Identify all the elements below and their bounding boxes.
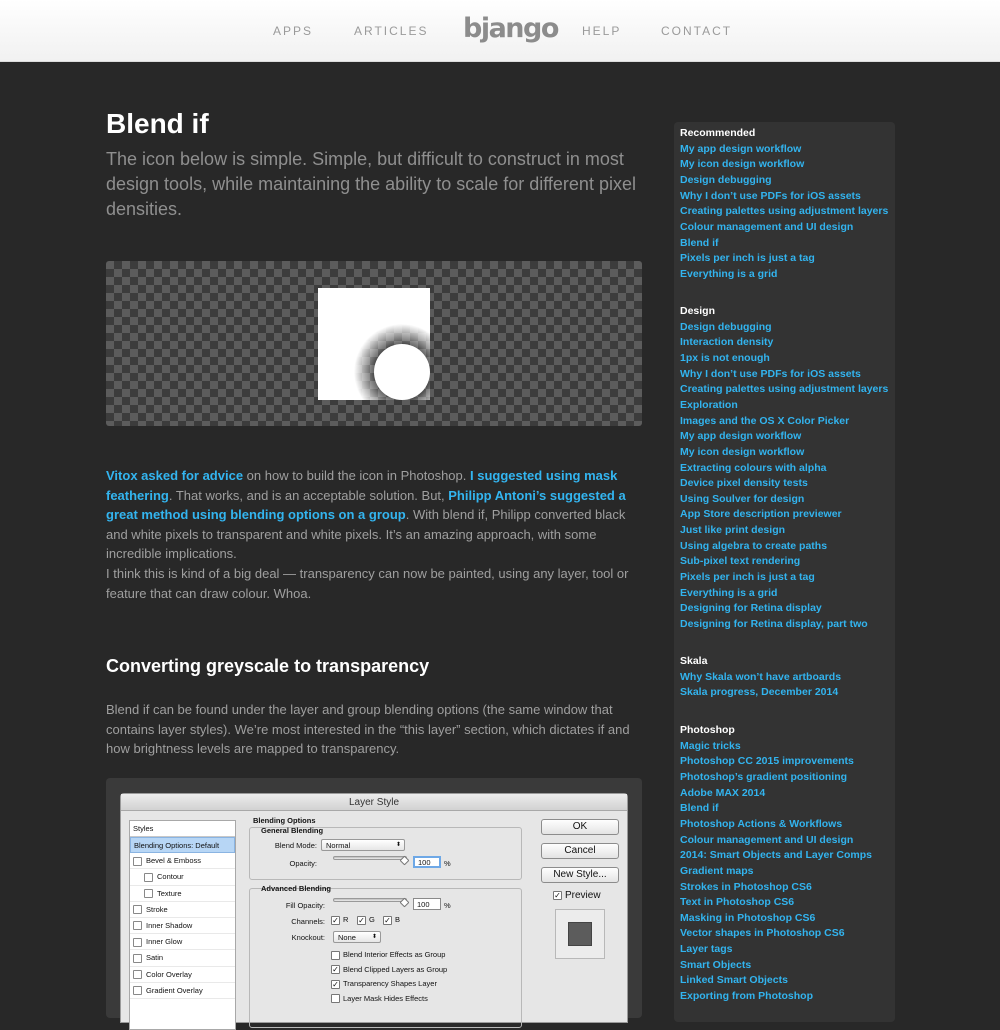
- sidebar-link[interactable]: Designing for Retina display: [680, 602, 822, 615]
- dialog-title: Layer Style: [121, 794, 627, 811]
- sidebar-link[interactable]: My icon design workflow: [680, 445, 805, 458]
- advanced-option-label: Transparency Shapes Layer: [343, 979, 437, 988]
- sidebar-link[interactable]: Everything is a grid: [680, 267, 778, 280]
- opacity-label: Opacity:: [289, 859, 317, 868]
- style-row[interactable]: [130, 934, 235, 950]
- sidebar-link[interactable]: Interaction density: [680, 336, 774, 349]
- section-heading: Converting greyscale to transparency: [106, 656, 430, 676]
- advanced-option-label: Layer Mask Hides Effects: [343, 993, 428, 1003]
- style-checkbox[interactable]: [133, 954, 142, 963]
- style-row[interactable]: [130, 853, 235, 869]
- style-row[interactable]: [130, 967, 235, 983]
- sidebar-link[interactable]: Photoshop Actions & Workflows: [680, 817, 843, 830]
- check-icon: [331, 994, 340, 1003]
- general-blending-title: General Blending: [261, 826, 324, 835]
- style-label: Satin: [146, 953, 164, 963]
- sidebar-link[interactable]: Photoshop’s gradient positioning: [680, 770, 848, 783]
- sidebar-link[interactable]: My app design workflow: [680, 430, 802, 443]
- opacity-percent: %: [444, 859, 451, 868]
- sidebar-link[interactable]: Designing for Retina display, part two: [680, 618, 868, 630]
- style-row[interactable]: [130, 886, 235, 902]
- preview-label: Preview: [565, 890, 601, 901]
- advanced-blending-title: Advanced Blending: [261, 884, 332, 893]
- sidebar-section-title: Design: [680, 305, 716, 317]
- advanced-option-checkbox[interactable]: [331, 993, 428, 1004]
- check-icon: ✓: [332, 979, 339, 989]
- logo-text: bjango: [463, 13, 558, 44]
- sidebar-link[interactable]: Colour management and UI design: [680, 833, 854, 846]
- advanced-option-label: Blend Interior Effects as Group: [343, 950, 446, 959]
- sidebar-link[interactable]: Why Skala won’t have artboards: [680, 670, 842, 683]
- style-label: Inner Glow: [146, 937, 183, 947]
- sidebar-link[interactable]: Linked Smart Objects: [680, 974, 788, 987]
- bjango-logo[interactable]: [462, 12, 558, 48]
- cancel-button[interactable]: Cancel: [541, 843, 619, 859]
- style-checkbox[interactable]: [133, 970, 142, 979]
- nav-articles[interactable]: ARTICLES: [354, 24, 429, 38]
- style-checkbox[interactable]: [133, 857, 142, 866]
- blend-mode-value: Normal: [326, 841, 351, 850]
- advanced-option-label: Blend Clipped Layers as Group: [343, 964, 448, 974]
- sidebar-link[interactable]: Just like print design: [680, 524, 786, 537]
- style-checkbox[interactable]: [133, 921, 142, 930]
- sidebar-link[interactable]: Skala progress, December 2014: [680, 686, 839, 699]
- style-row[interactable]: [130, 950, 235, 966]
- sidebar-link[interactable]: Blend if: [680, 802, 719, 815]
- sidebar-link[interactable]: Exploration: [680, 398, 738, 411]
- sidebar-link[interactable]: Creating palettes using adjustment layers: [680, 205, 889, 218]
- layer-style-screenshot: [106, 778, 642, 1018]
- icon-example-image: [106, 261, 642, 426]
- sidebar-link[interactable]: Creating palettes using adjustment layers: [680, 383, 889, 396]
- article-title: Blend if: [106, 108, 209, 139]
- link-vitox-advice[interactable]: Vitox asked for advice: [106, 468, 244, 483]
- advanced-option-checkbox[interactable]: [331, 949, 445, 960]
- article-paragraph-1: [106, 466, 646, 564]
- style-label: Texture: [157, 888, 182, 898]
- sidebar-link[interactable]: Colour management and UI design: [680, 220, 854, 233]
- check-icon: ✓: [358, 915, 365, 925]
- opacity-input[interactable]: 100: [413, 856, 441, 868]
- sidebar-link[interactable]: 2014: Smart Objects and Layer Comps: [680, 849, 872, 862]
- sidebar-link[interactable]: Why I don’t use PDFs for iOS assets: [680, 189, 861, 202]
- sidebar-link[interactable]: Device pixel density tests: [680, 477, 808, 490]
- sidebar-link[interactable]: Design debugging: [680, 320, 772, 333]
- sidebar-link[interactable]: Blend if: [680, 236, 719, 249]
- channel-label: R: [343, 915, 349, 924]
- sidebar-link[interactable]: 1px is not enough: [680, 351, 770, 364]
- sidebar-link[interactable]: Using algebra to create paths: [680, 539, 828, 552]
- sidebar-link[interactable]: Gradient maps: [680, 864, 754, 877]
- sidebar-link[interactable]: Images and the OS X Color Picker: [680, 414, 850, 427]
- knockout-select[interactable]: [333, 931, 381, 943]
- preview-check-icon: ✓: [554, 890, 561, 900]
- sidebar-link[interactable]: Pixels per inch is just a tag: [680, 252, 815, 265]
- style-row[interactable]: [130, 869, 235, 885]
- style-label: Gradient Overlay: [146, 985, 203, 995]
- blending-options-title: Blending Options: [253, 816, 316, 825]
- style-label: Inner Shadow: [146, 920, 193, 930]
- style-checkbox[interactable]: [133, 986, 142, 995]
- site-header: [0, 0, 1000, 62]
- fill-opacity-label: Fill Opacity:: [285, 901, 325, 910]
- nav-apps[interactable]: APPS: [273, 24, 314, 38]
- channel-checkbox-g[interactable]: [357, 914, 375, 925]
- article-intro: The icon below is simple. Simple, but difficult to construct in most design tools, while maintaining the ability to scale for different pixel densities.: [106, 149, 636, 219]
- check-icon: ✓: [384, 915, 391, 925]
- style-row[interactable]: [130, 902, 235, 918]
- check-icon: ✓: [332, 965, 339, 975]
- sidebar-link[interactable]: Adobe MAX 2014: [680, 786, 766, 799]
- style-label: Contour: [157, 872, 184, 882]
- channel-label: B: [395, 915, 401, 924]
- style-label: Color Overlay: [146, 969, 192, 979]
- channel-label: G: [369, 915, 375, 924]
- article-paragraph-3: Blend if can be found under the layer and group blending options (the same window that contains layer styles). We’re most interested in the “this layer” section, which dictates if and how brightness levels are mapped to transparency.: [106, 702, 630, 756]
- new-style-button[interactable]: New Style...: [541, 867, 619, 883]
- nav-contact[interactable]: CONTACT: [661, 24, 733, 38]
- sidebar-link[interactable]: App Store description previewer: [680, 508, 842, 521]
- sidebar-link[interactable]: My icon design workflow: [680, 158, 805, 171]
- link-mask-feathering[interactable]: I suggested using mask feathering: [106, 468, 618, 503]
- check-icon: ✓: [332, 915, 339, 925]
- square-circle-icon: [318, 288, 430, 400]
- fill-opacity-slider[interactable]: [333, 898, 407, 902]
- article-paragraph-2: I think this is kind of a big deal — transparency can now be painted, using any layer, tool or feature that can draw colour. Whoa.: [106, 566, 629, 601]
- sidebar-link[interactable]: Design debugging: [680, 173, 772, 186]
- channel-checkbox-r[interactable]: [331, 914, 348, 925]
- sidebar-link[interactable]: Using Soulver for design: [680, 492, 805, 505]
- advanced-option-checkbox[interactable]: [331, 964, 447, 975]
- style-label: Stroke: [146, 904, 168, 914]
- sidebar-link[interactable]: Text in Photoshop CS6: [680, 896, 795, 909]
- blend-mode-label: Blend Mode:: [274, 841, 317, 850]
- chevron-updown-icon: ⬍: [371, 934, 377, 940]
- fill-opacity-percent: %: [444, 901, 451, 910]
- style-label: Bevel & Emboss: [146, 856, 202, 866]
- channels-label: Channels:: [291, 917, 325, 926]
- ok-button[interactable]: OK: [541, 819, 619, 835]
- style-label: Blending Options: Default: [134, 841, 220, 850]
- style-checkbox[interactable]: [133, 905, 142, 914]
- para1-text-1: on how to build the icon in Photoshop.: [243, 468, 470, 483]
- sidebar-link[interactable]: Masking in Photoshop CS6: [680, 911, 816, 924]
- style-checkbox[interactable]: [133, 938, 142, 947]
- knockout-label: Knockout:: [291, 933, 325, 942]
- check-icon: [331, 951, 340, 960]
- link-philipp-antoni[interactable]: Philipp Antoni’s suggested a great method using blending options on a group: [106, 487, 626, 522]
- para1-text-3: . With blend if, Philipp converted black and white pixels to transparent and white pixels. It’s an amazing approach, with some incredible implications.: [106, 507, 626, 561]
- chevron-updown-icon: ⬍: [395, 842, 401, 848]
- sidebar-link[interactable]: Smart Objects: [680, 958, 752, 971]
- opacity-slider[interactable]: [333, 856, 407, 860]
- blend-mode-select[interactable]: [321, 839, 405, 851]
- sidebar-link[interactable]: Layer tags: [680, 943, 733, 956]
- style-checkbox[interactable]: [144, 889, 153, 898]
- nav-help[interactable]: HELP: [582, 24, 622, 38]
- style-row[interactable]: [130, 837, 235, 853]
- sidebar-link[interactable]: Pixels per inch is just a tag: [680, 571, 815, 584]
- preview-swatch: [568, 922, 592, 946]
- layer-style-dialog: [120, 793, 628, 1023]
- sidebar-link[interactable]: Vector shapes in Photoshop CS6: [680, 927, 845, 940]
- styles-header: Styles: [130, 821, 235, 837]
- sidebar-section-title: Skala: [680, 655, 708, 667]
- para1-text-2: . That works, and is an acceptable solution. But,: [168, 487, 449, 503]
- advanced-option-checkbox[interactable]: [331, 978, 437, 989]
- style-row[interactable]: [130, 918, 235, 934]
- sidebar-link[interactable]: Why I don’t use PDFs for iOS assets: [680, 367, 861, 380]
- sidebar: [674, 122, 895, 1022]
- style-row[interactable]: [130, 983, 235, 999]
- sidebar-link[interactable]: Everything is a grid: [680, 586, 778, 599]
- sidebar-link[interactable]: Exporting from Photoshop: [680, 990, 813, 1003]
- sidebar-link[interactable]: Strokes in Photoshop CS6: [680, 880, 812, 893]
- preview-checkbox[interactable]: [553, 890, 601, 901]
- styles-list: [129, 820, 236, 1030]
- style-checkbox[interactable]: [144, 873, 153, 882]
- sidebar-link[interactable]: My app design workflow: [680, 142, 802, 155]
- sidebar-section-title: Recommended: [680, 127, 756, 139]
- preview-box: [555, 909, 605, 959]
- sidebar-link[interactable]: Extracting colours with alpha: [680, 461, 827, 474]
- fill-opacity-input[interactable]: 100: [413, 898, 441, 910]
- knockout-value: None: [338, 933, 356, 942]
- sidebar-link[interactable]: Photoshop CC 2015 improvements: [680, 755, 854, 768]
- channel-checkbox-b[interactable]: [383, 914, 400, 925]
- sidebar-section-title: Photoshop: [680, 724, 735, 736]
- sidebar-link[interactable]: Magic tricks: [680, 739, 741, 752]
- sidebar-link[interactable]: Sub-pixel text rendering: [680, 555, 801, 568]
